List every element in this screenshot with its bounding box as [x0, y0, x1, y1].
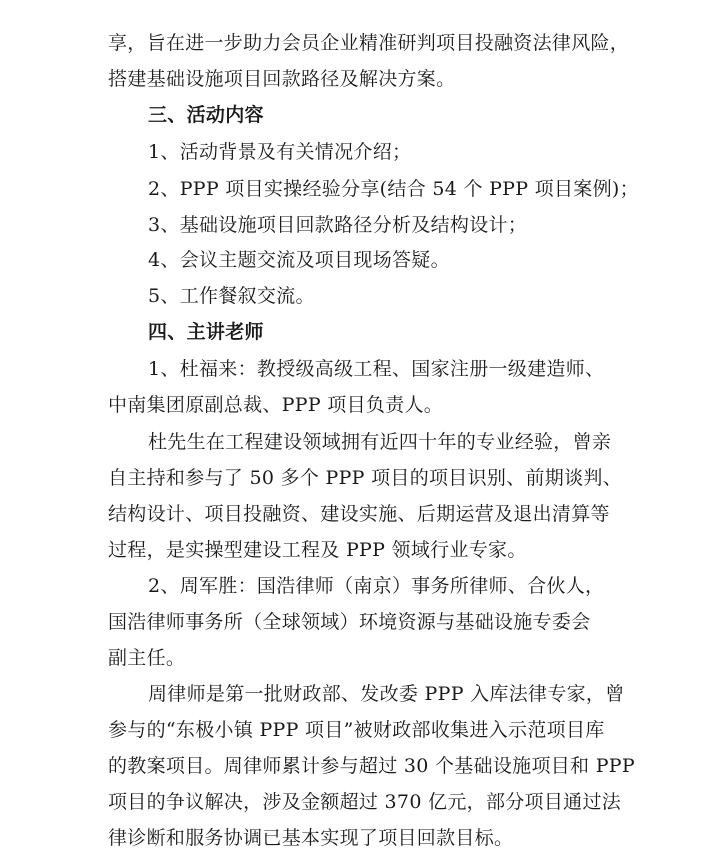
- text-line: 自主持和参与了 50 多个 PPP 项目的项目识别、前期谈判、: [108, 467, 622, 489]
- text-line: 搭建基础设施项目回款路径及解决方案。: [108, 68, 456, 90]
- text-line: 过程，是实操型建设工程及 PPP 领域行业专家。: [108, 539, 527, 561]
- list-item: 5、工作餐叙交流。: [148, 285, 315, 307]
- section-heading-activity-content: 三、活动内容: [148, 104, 264, 126]
- text-line: 结构设计、项目投融资、建设实施、后期运营及退出清算等: [108, 503, 610, 525]
- paragraph-start: 周律师是第一批财政部、发改委 PPP 入库法律专家，曾: [148, 683, 625, 705]
- speaker-intro: 2、周军胜：国浩律师（南京）事务所律师、合伙人，: [148, 575, 605, 597]
- text-line: 的教案项目。周律师累计参与超过 30 个基础设施项目和 PPP: [108, 755, 635, 777]
- section-heading-speakers: 四、主讲老师: [148, 321, 264, 343]
- list-item: 2、PPP 项目实操经验分享(结合 54 个 PPP 项目案例)；: [148, 178, 639, 200]
- text-line: 享，旨在进一步助力会员企业精准研判项目投融资法律风险，: [108, 32, 630, 54]
- paragraph-start: 杜先生在工程建设领域拥有近四十年的专业经验，曾亲: [148, 431, 612, 453]
- text-line: 律诊断和服务协调已基本实现了项目回款目标。: [108, 827, 514, 849]
- list-item: 1、活动背景及有关情况介绍；: [148, 141, 412, 163]
- text-line: 参与的“东极小镇 PPP 项目”被财政部收集进入示范项目库: [108, 719, 605, 741]
- text-line: 副主任。: [108, 647, 186, 669]
- text-line: 国浩律师事务所（全球领域）环境资源与基础设施专委会: [108, 611, 591, 633]
- text-line: 中南集团原副总裁、PPP 项目负责人。: [108, 394, 444, 416]
- list-item: 3、基础设施项目回款路径分析及结构设计；: [148, 214, 528, 236]
- text-line: 项目的争议解决，涉及金额超过 370 亿元，部分项目通过法: [108, 791, 622, 813]
- list-item: 4、会议主题交流及项目现场答疑。: [148, 249, 450, 271]
- speaker-intro: 1、杜福来：教授级高级工程、国家注册一级建造师、: [148, 358, 605, 380]
